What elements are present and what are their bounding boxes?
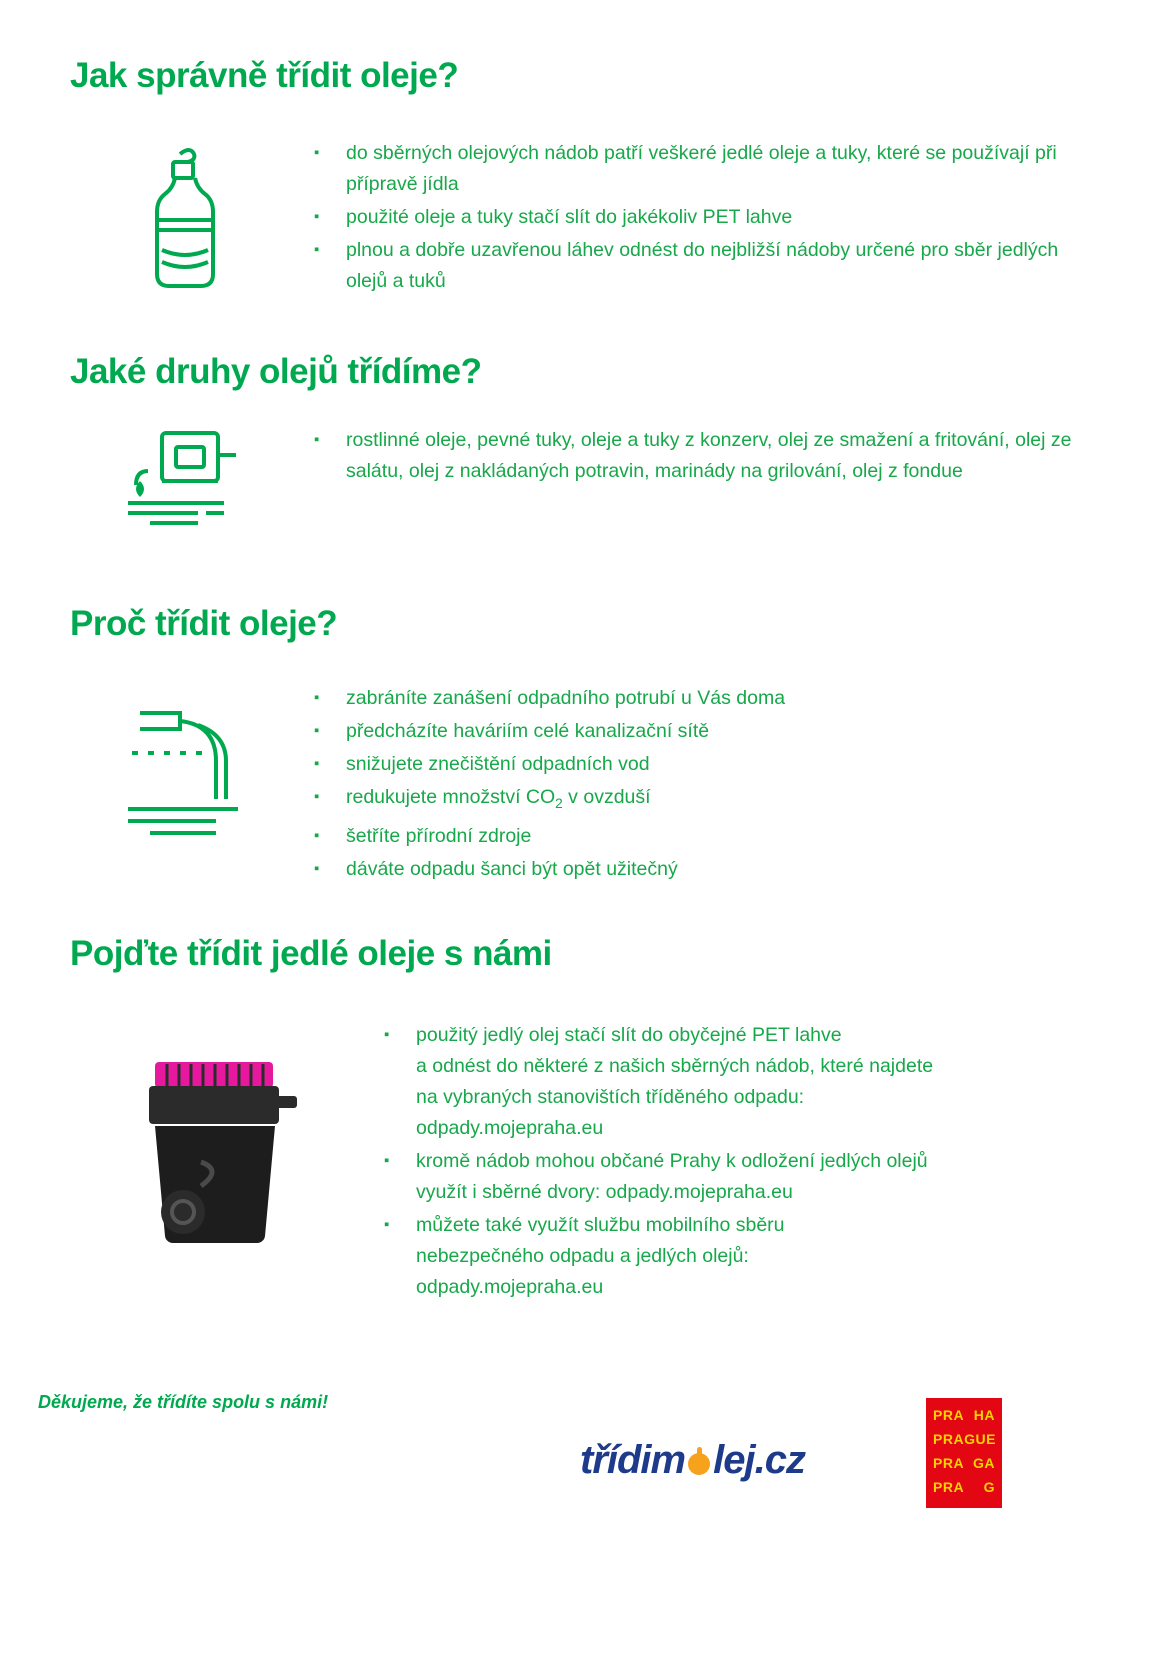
logo-text-part1: třídim xyxy=(580,1438,686,1482)
waste-bin-icon xyxy=(70,1020,370,1260)
list-item xyxy=(300,782,1090,819)
list-item xyxy=(370,1146,1100,1208)
section-join-us xyxy=(70,1020,1100,1305)
footer-thanks-text: Děkujeme, že třídíte spolu s námi! xyxy=(38,1392,329,1412)
bullet-list-join-us xyxy=(370,1020,1100,1305)
list-item: ▪ dáváte odpadu šanci být opět užitečný xyxy=(300,854,1090,885)
tridimolej-logo[interactable] xyxy=(580,1438,805,1483)
section-how-to-sort xyxy=(70,138,1090,308)
praha-col1-2: PRA xyxy=(933,1455,965,1471)
list-line: odpady.mojepraha.eu xyxy=(416,1276,604,1298)
bullet-list-oil-types xyxy=(300,425,1090,489)
logo-text-part3: .cz xyxy=(754,1438,805,1482)
pet-bottle-icon xyxy=(70,138,300,308)
list-item: ▪ do sběrných olejových nádob patří veškeré jedlé oleje a tuky, které se používají při přípravě jídla xyxy=(300,138,1090,200)
list-item: ▪ snižujete znečištění odpadních vod xyxy=(300,749,1090,780)
praha-col1-0: PRA xyxy=(933,1407,965,1423)
section-why-sort xyxy=(70,683,1090,887)
section-heading-types: Jaké druhy olejů třídíme? xyxy=(70,352,482,391)
praha-logo xyxy=(926,1398,1002,1508)
list-item xyxy=(370,1020,1100,1144)
list-item: ▪ šetříte přírodní zdroje xyxy=(300,821,1090,852)
list-line: ▪ můžete také využít službu mobilního sběru xyxy=(416,1214,785,1236)
co2-pre: redukujete množství CO xyxy=(346,786,556,808)
bullet-list-how-to-sort xyxy=(300,138,1090,299)
list-item: ▪ rostlinné oleje, pevné tuky, oleje a tuky z konzerv, olej ze smažení a fritování, olej ze salátu, olej z nakládaných potravin, marinády na grilování, olej z fondue xyxy=(300,425,1090,487)
page-title: Jak správně třídit oleje? xyxy=(70,56,459,95)
praha-col2-1: GUE xyxy=(964,1431,996,1447)
list-item: ▪ zabráníte zanášení odpadního potrubí u Vás doma xyxy=(300,683,1090,714)
drain-pipe-icon xyxy=(70,683,300,841)
list-line: využít i sběrné dvory: odpady.mojepraha.eu xyxy=(416,1181,793,1203)
list-line: ▪ použitý jedlý olej stačí slít do obyčejné PET lahve xyxy=(416,1024,842,1046)
list-item: ▪ plnou a dobře uzavřenou láhev odnést do nejbližší nádoby určené pro sběr jedlých olejů a tuků xyxy=(300,235,1090,297)
bullet-list-why-sort xyxy=(300,683,1090,887)
praha-col1-3: PRA xyxy=(933,1479,965,1495)
list-line: a odnést do některé z našich sběrných nádob, které najdete xyxy=(416,1055,934,1077)
co2-post: v ovzduší xyxy=(562,786,651,808)
section-heading-why: Proč třídit oleje? xyxy=(70,604,338,643)
praha-col2-3: G xyxy=(983,1479,995,1495)
praha-col2-0: HA xyxy=(973,1407,995,1423)
list-item xyxy=(370,1210,1100,1303)
praha-col1-1: PRA xyxy=(933,1431,965,1447)
oil-drop-icon xyxy=(686,1447,712,1477)
section-heading-join: Pojďte třídit jedlé oleje s námi xyxy=(70,934,552,973)
list-line: na vybraných stanovištích tříděného odpadu: xyxy=(416,1086,805,1108)
list-item: ▪ použité oleje a tuky stačí slít do jakékoliv PET lahve xyxy=(300,202,1090,233)
list-line: odpady.mojepraha.eu xyxy=(416,1117,604,1139)
co2-subscript: 2 xyxy=(555,795,563,811)
frying-pan-icon xyxy=(70,425,300,545)
list-item: ▪ předcházíte haváriím celé kanalizační sítě xyxy=(300,716,1090,747)
praha-col2-2: GA xyxy=(973,1455,995,1471)
logo-text-part2: lej xyxy=(713,1438,755,1482)
list-line: ▪ kromě nádob mohou občané Prahy k odložení jedlých olejů xyxy=(416,1150,928,1172)
list-line: nebezpečného odpadu a jedlých olejů: xyxy=(416,1245,749,1267)
section-oil-types xyxy=(70,425,1090,545)
